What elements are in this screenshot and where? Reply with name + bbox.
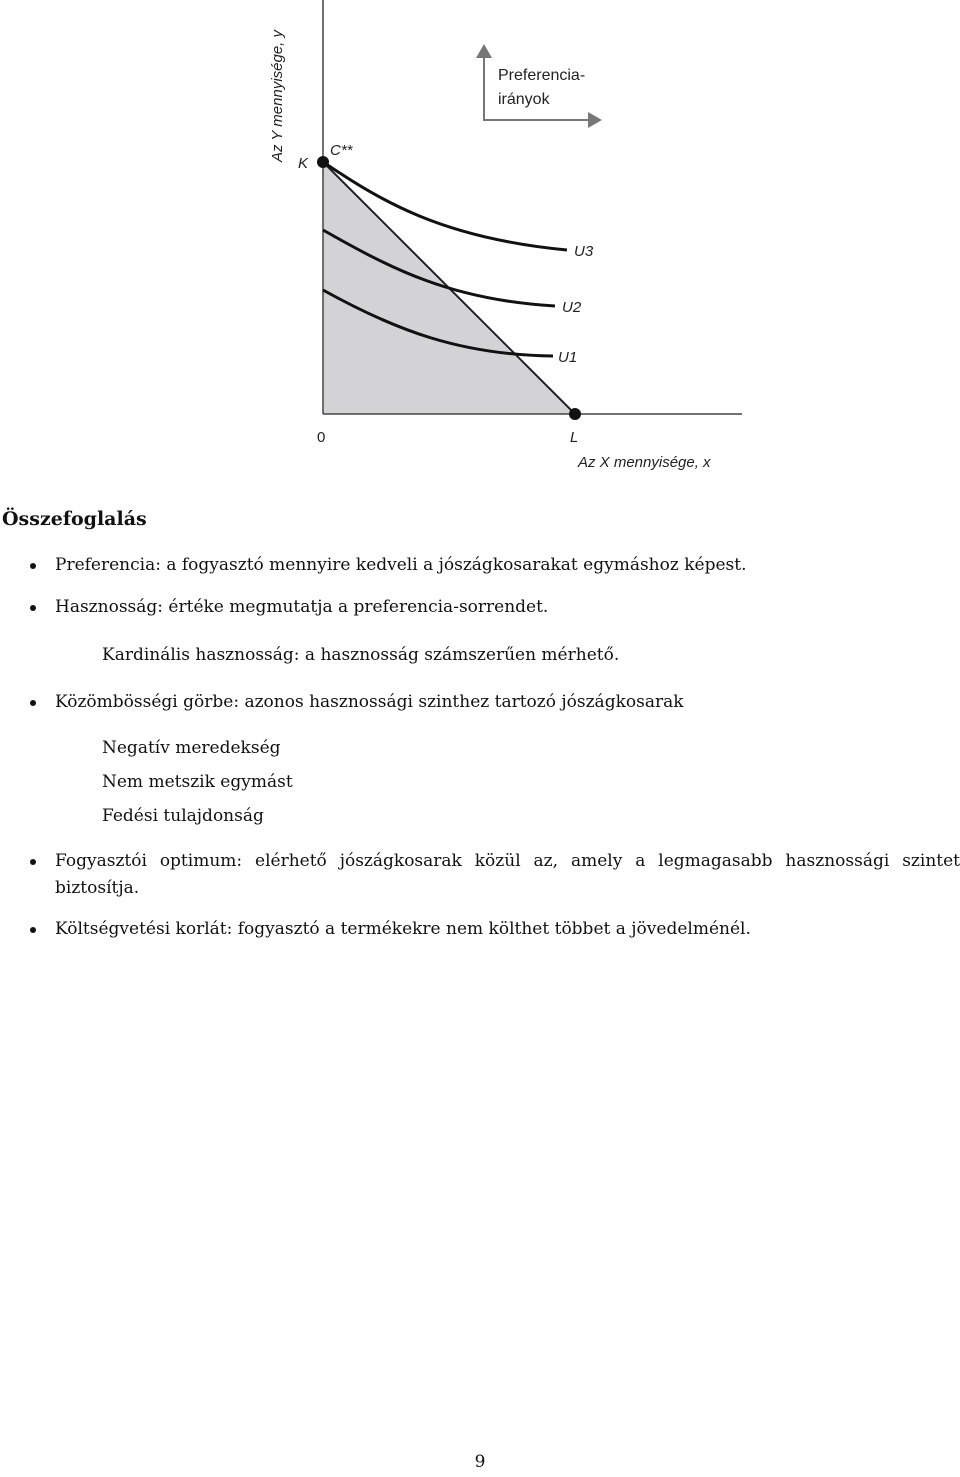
point-l-label: L — [570, 429, 579, 446]
list-item-text: Fogyasztói optimum: elérhető jószágkosarak közül az, amely a legmagasabb hasznossági szintet biztosítja. — [55, 851, 960, 898]
bullet-icon — [30, 927, 36, 933]
bullet-icon — [30, 605, 36, 611]
bullet-icon — [30, 563, 36, 569]
bullet-icon — [30, 859, 36, 865]
bullet-icon — [30, 700, 36, 706]
preference-label-line2: irányok — [498, 91, 550, 108]
preference-arrow-up-icon — [476, 44, 492, 58]
x-axis-label: Az X mennyisége, x — [578, 454, 711, 471]
preference-label-line1: Preferencia- — [498, 67, 586, 84]
list-item-text: Közömbösségi görbe: azonos hasznossági szinthez tartozó jószágkosarak — [55, 692, 684, 712]
section-title: Összefoglalás — [2, 508, 147, 530]
point-l — [569, 408, 581, 420]
sub-item: Kardinális hasznosság: a hasznosság számszerűen mérhető. — [102, 645, 620, 665]
point-c-label: C** — [330, 142, 353, 159]
budget-indifference-figure — [0, 0, 960, 480]
point-k-label: K — [298, 155, 309, 172]
page-number: 9 — [474, 1452, 486, 1472]
origin-label: 0 — [317, 429, 326, 446]
curve-u2-label: U2 — [562, 299, 582, 316]
sub-item: Nem metszik egymást — [102, 772, 293, 792]
y-axis-label: Az Y mennyisége, y — [269, 29, 286, 162]
preference-arrow-frame — [484, 54, 590, 120]
point-k — [317, 156, 329, 168]
curve-u3-label: U3 — [574, 243, 594, 260]
list-item-text: Hasznosság: értéke megmutatja a preferencia-sorrendet. — [55, 597, 549, 617]
curve-u1-label: U1 — [558, 349, 578, 366]
list-item-text: Költségvetési korlát: fogyasztó a termékekre nem költhet többet a jövedelménél. — [55, 919, 751, 939]
preference-arrow-right-icon — [588, 112, 602, 128]
sub-item: Fedési tulajdonság — [102, 806, 264, 826]
sub-item: Negatív meredekség — [102, 738, 281, 758]
list-item-text: Preferencia: a fogyasztó mennyire kedveli a jószágkosarakat egymáshoz képest. — [55, 555, 747, 575]
